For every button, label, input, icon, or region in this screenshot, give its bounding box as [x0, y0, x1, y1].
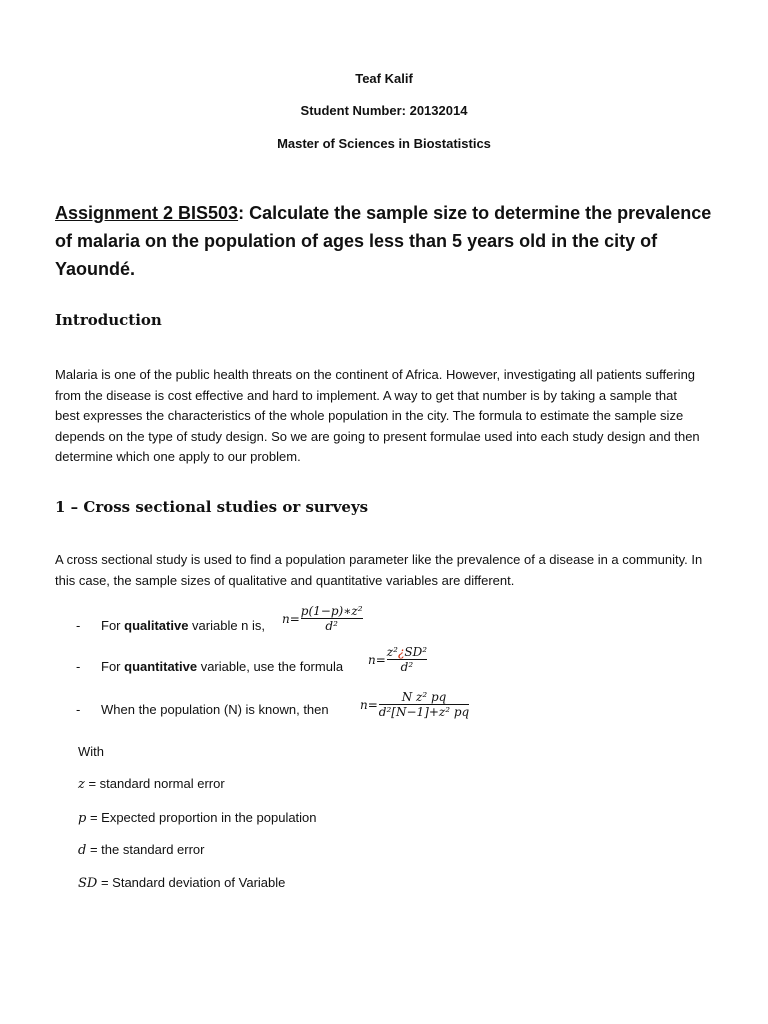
definition-sd: SD = Standard deviation of Variable — [78, 875, 286, 891]
formula-numerator: p(1−p)∗z² — [300, 604, 363, 618]
formula-lhs: n= — [360, 697, 378, 712]
formula-denominator: d² — [387, 659, 427, 674]
formula-denominator: d²[N−1]+z² pq — [378, 705, 470, 719]
bullet-post: variable, use the formula — [197, 659, 344, 674]
formula-lhs: n= — [282, 611, 300, 626]
formula-lhs: n= — [368, 652, 386, 667]
author-name: Teaf Kalif — [355, 71, 413, 86]
program-name: Master of Sciences in Biostatistics — [277, 136, 491, 151]
bullet-bold: qualitative — [124, 618, 189, 633]
bullet-bold: quantitative — [124, 659, 198, 674]
bullet-dash: - — [76, 702, 81, 717]
bullet-qualitative — [101, 618, 265, 633]
assignment-title — [55, 199, 715, 283]
bullet-quantitative — [101, 659, 343, 674]
student-number: Student Number: 20132014 — [300, 103, 468, 118]
formula-finite-population — [360, 690, 469, 719]
formula-numerator: z²¿SD² — [386, 645, 428, 659]
section1-heading: 1 – Cross sectional studies or surveys — [55, 498, 369, 516]
introduction-paragraph: Malaria is one of the public health threats on the continent of Africa. However, investigating all patients suffering from the disease is cost effective and hard to implement. A way to get that number is by taking a sample that best expresses the characteristics of the whole population in the city. The formula to estimate the sample size depends on the type of study design. So we are going to present formulae used into each study design and then determine which one apply to our problem. — [55, 367, 700, 464]
bullet-dash: - — [76, 618, 81, 633]
formula-qualitative — [282, 604, 363, 633]
bullet-pre: For — [101, 659, 125, 674]
definition-p: p = Expected proportion in the population — [78, 810, 317, 826]
definition-d: d = the standard error — [78, 842, 205, 858]
bullet-pre: For — [101, 618, 125, 633]
section1-paragraph: A cross sectional study is used to find a population parameter like the prevalence of a disease in a community. In this case, the sample sizes of qualitative and quantitative variables are different. — [55, 552, 703, 588]
definition-z: z = standard normal error — [78, 776, 225, 792]
bullet-pre: When the population (N) is known, then — [101, 702, 329, 717]
assignment-code: Assignment 2 BIS503 — [55, 203, 239, 223]
bullet-population-known — [101, 702, 329, 717]
bullet-dash: - — [76, 659, 81, 674]
assignment-title-text: : Calculate the sample size to determine the prevalence of malaria on the population of ages less than 5 years old in the city of Yaoundé. — [55, 203, 712, 279]
formula-denominator: d² — [301, 618, 363, 633]
formula-numerator: N z² pq — [401, 690, 447, 704]
introduction-heading: Introduction — [55, 311, 162, 329]
formula-quantitative — [368, 645, 427, 674]
with-label: With — [78, 744, 104, 759]
bullet-post: variable n is, — [188, 618, 266, 633]
